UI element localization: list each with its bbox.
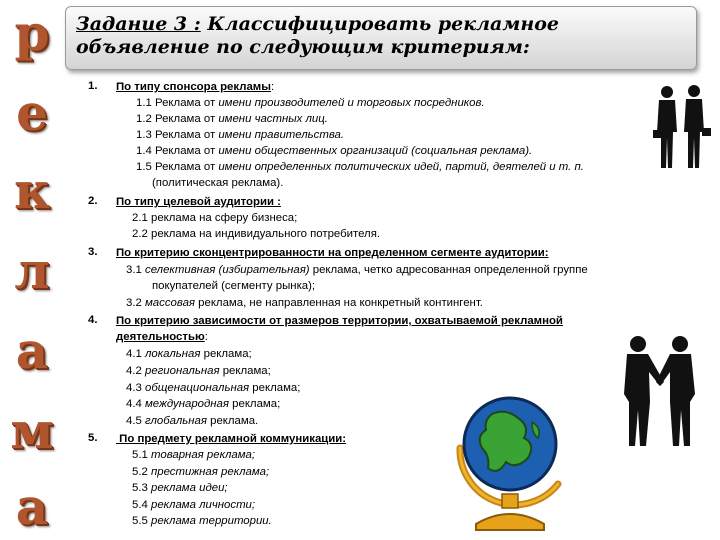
list-item: 4.3 общенациональная реклама; <box>126 382 301 394</box>
list-item: 4.1 локальная реклама; <box>126 348 252 360</box>
list-number: 5. <box>88 432 98 444</box>
list-item: 1.4 Реклама от имени общественных организаций (социальная реклама). <box>136 145 533 157</box>
side-letter: м <box>10 401 54 460</box>
list-number: 3. <box>88 246 98 258</box>
list-item: покупателей (сегменту рынка); <box>152 280 316 292</box>
section-heading-cont: деятельностью: <box>116 331 208 343</box>
list-item: 4.2 региональная реклама; <box>126 365 271 377</box>
list-item: 1.3 Реклама от имени правительства. <box>136 129 345 141</box>
list-item: 3.1 селективная (избирательная) реклама, четко адресованная определенной группе <box>126 264 588 276</box>
page-title <box>76 13 696 59</box>
side-letter: р <box>14 3 50 62</box>
side-letter: л <box>14 241 50 300</box>
list-item: 5.4 реклама личности; <box>132 499 256 511</box>
list-item: (политическая реклама). <box>152 177 284 189</box>
list-item: 5.3 реклама идеи; <box>132 482 228 494</box>
section-heading: По критерию зависимости от размеров территории, охватываемой рекламной <box>116 315 563 327</box>
title-box <box>65 6 697 70</box>
list-item: 5.5 реклама территории. <box>132 515 272 527</box>
side-letter: а <box>15 477 49 536</box>
list-item: 1.2 Реклама от имени частных лиц. <box>136 113 328 125</box>
handshake-icon <box>620 332 700 450</box>
side-letter: к <box>13 161 51 220</box>
side-letter: е <box>16 83 48 142</box>
list-item: 1.1 Реклама от имени производителей и торговых посредников. <box>136 97 485 109</box>
list-number: 4. <box>88 314 98 326</box>
section-heading: По критерию сконцентрированности на определенном сегменте аудитории: <box>116 247 549 259</box>
list-item: 2.2 реклама на индивидуального потребителя. <box>132 228 381 240</box>
businessmen-walking-icon <box>650 82 712 174</box>
list-item: 3.2 массовая реклама, не направленная на конкретный контингент. <box>126 297 483 309</box>
list-item: 5.2 престижная реклама; <box>132 466 270 478</box>
list-item: 2.1 реклама на сферу бизнеса; <box>132 212 298 224</box>
list-number: 1. <box>88 80 98 92</box>
list-item: 4.4 международная реклама; <box>126 398 281 410</box>
side-letter: а <box>15 321 49 380</box>
list-item: 5.1 товарная реклама; <box>132 449 256 461</box>
list-item: 4.5 глобальная реклама. <box>126 415 259 427</box>
globe-icon <box>440 378 580 538</box>
section-heading: По типу целевой аудитории : <box>116 196 281 208</box>
section-heading: По предмету рекламной коммуникации: <box>116 433 347 445</box>
section-heading: По типу спонсора рекламы: <box>116 81 275 93</box>
list-item: 1.5 Реклама от имени определенных политических идей, партий, деятелей и т. п. <box>136 161 584 173</box>
list-number: 2. <box>88 195 98 207</box>
title-text: Классифицировать рекламное объявление по следующим критериям: <box>76 13 559 58</box>
title-label: Задание 3 : <box>76 13 201 35</box>
